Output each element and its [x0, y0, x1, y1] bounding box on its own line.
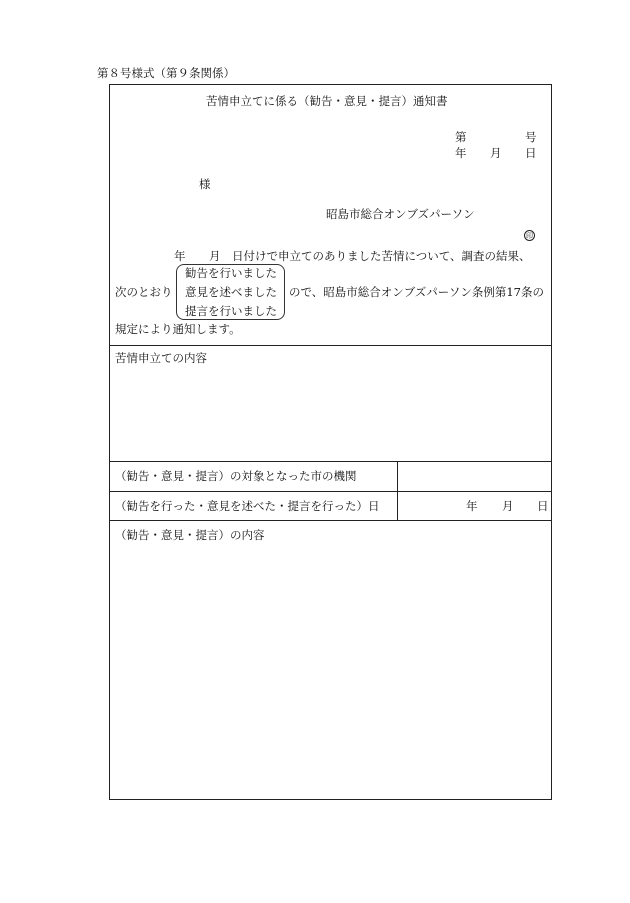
number-dai: 第: [455, 130, 467, 144]
divider-complaint: [110, 461, 551, 462]
seal-mark: 印: [526, 232, 533, 240]
body-month: 月: [209, 249, 221, 263]
body-prefix: 次のとおり: [115, 285, 173, 299]
body-line3: 規定により通知します。: [115, 322, 241, 336]
date-value-month: 月: [502, 499, 514, 513]
column-divider: [397, 461, 398, 520]
date-month: 月: [490, 146, 502, 160]
divider-date: [110, 520, 551, 521]
date-year: 年: [455, 146, 467, 160]
form-frame: [109, 84, 552, 800]
body-suffix: ので、昭島市総合オンブズパーソン条例第17条の: [289, 285, 544, 299]
divider-target: [110, 491, 551, 492]
option-teigen: 提言を行いました: [185, 304, 277, 318]
recipient-suffix: 様: [199, 177, 211, 191]
form-number: 第８号様式（第９条関係）: [97, 66, 235, 80]
body-line1: 日付けで申立てのありました苦情について、調査の結果、: [232, 249, 531, 263]
date-day: 日: [525, 146, 537, 160]
content-label: （勧告・意見・提言）の内容: [115, 528, 265, 542]
doc-title: 苦情申立てに係る（勧告・意見・提言）通知書: [206, 94, 448, 108]
divider-notice: [110, 345, 551, 346]
number-go: 号: [525, 130, 537, 144]
option-kankoku: 勧告を行いました: [185, 266, 277, 280]
option-iken: 意見を述べました: [185, 285, 277, 299]
date-label: （勧告を行った・意見を述べた・提言を行った）日: [115, 499, 380, 513]
target-label: （勧告・意見・提言）の対象となった市の機関: [115, 469, 357, 483]
date-value-day: 日: [537, 499, 549, 513]
sender-name: 昭島市総合オンブズパーソン: [326, 207, 475, 221]
date-value-year: 年: [466, 499, 478, 513]
complaint-label: 苦情申立ての内容: [115, 351, 207, 365]
body-year: 年: [174, 249, 186, 263]
